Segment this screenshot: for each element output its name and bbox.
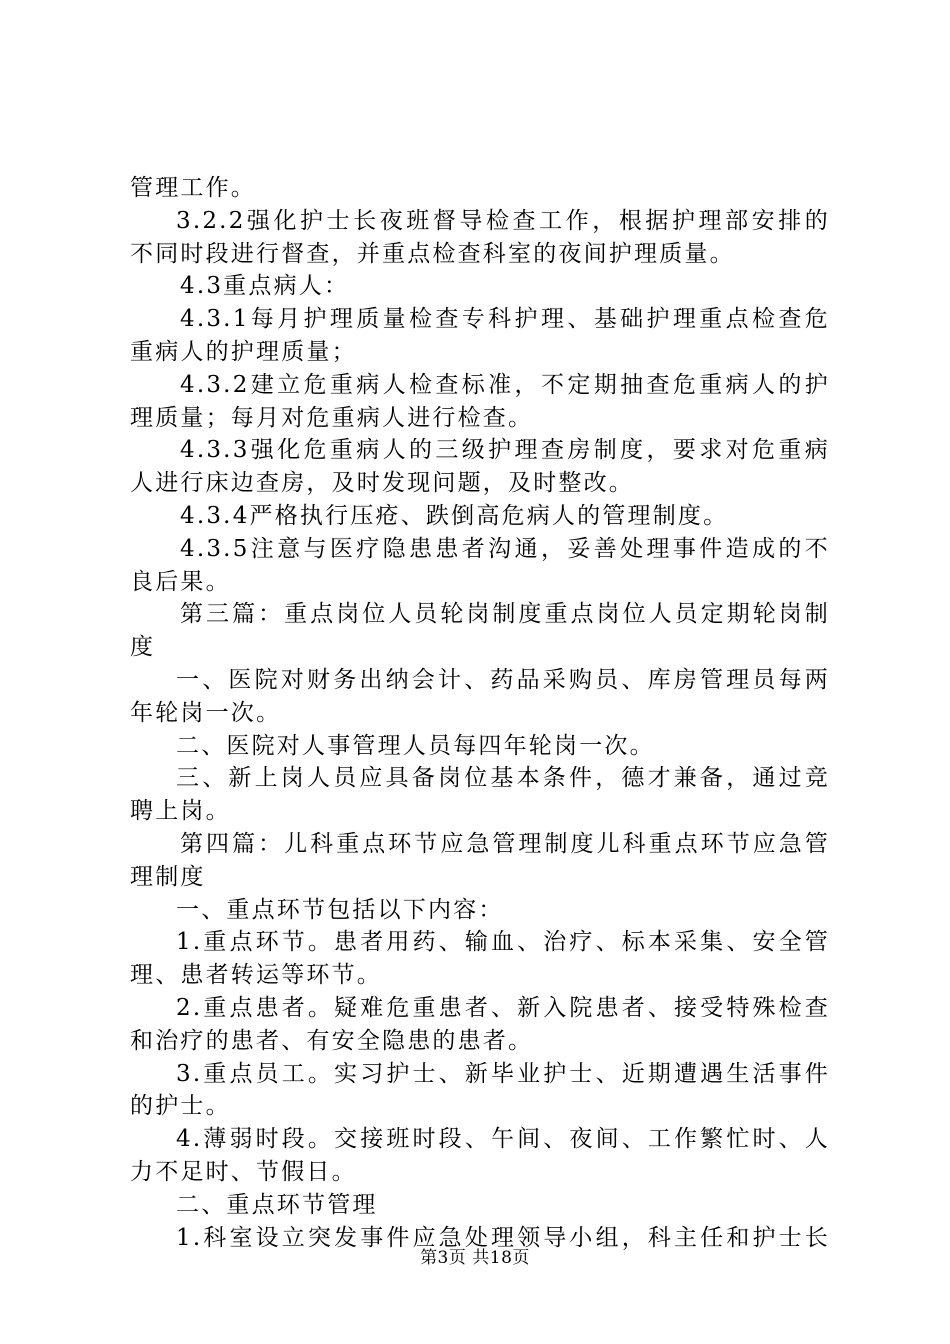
text-line: 一、重点环节包括以下内容： — [176, 896, 504, 923]
text-line: 4.3.4严格执行压疮、跌倒高危病人的管理制度。 — [180, 502, 729, 529]
text-line: 的护士。 — [130, 1093, 231, 1120]
text-line: 管理工作。 — [130, 175, 256, 201]
text-line: 4.3.5注意与医疗隐患患者沟通，妥善处理事件造成的不 — [180, 535, 830, 562]
text-line: 4.3.2建立危重病人检查标准，不定期抽查危重病人的护 — [180, 371, 830, 398]
text-line: 三、新上岗人员应具备岗位基本条件，德才兼备，通过竞 — [176, 765, 830, 792]
text-line: 1.科室设立突发事件应急处理领导小组，科主任和护士长 — [176, 1224, 830, 1251]
text-line: 4.薄弱时段。交接班时段、午间、夜间、工作繁忙时、人 — [176, 1126, 830, 1153]
text-line: 4.3.3强化危重病人的三级护理查房制度，要求对危重病 — [180, 437, 830, 464]
text-line: 1.重点环节。患者用药、输血、治疗、标本采集、安全管 — [176, 929, 830, 956]
text-line: 理制度 — [130, 863, 206, 890]
text-line: 良后果。 — [130, 568, 231, 595]
text-line: 度 — [130, 634, 156, 661]
text-line: 4.3.1每月护理质量检查专科护理、基础护理重点检查危 — [180, 306, 830, 333]
text-line: 3.重点员工。实习护士、新毕业护士、近期遭遇生活事件 — [176, 1060, 830, 1087]
text-line: 第三篇：重点岗位人员轮岗制度重点岗位人员定期轮岗制 — [180, 601, 830, 628]
text-line: 2.重点患者。疑难危重患者、新入院患者、接受特殊检查 — [176, 994, 830, 1021]
text-line: 4.3重点病人： — [180, 273, 350, 300]
text-line: 理质量；每月对危重病人进行检查。 — [130, 404, 534, 431]
text-line: 重病人的护理质量； — [130, 338, 357, 365]
text-line: 理、患者转运等环节。 — [130, 962, 382, 989]
document-body — [130, 172, 830, 1254]
text-line: 一、医院对财务出纳会计、药品采购员、库房管理员每两 — [176, 666, 830, 693]
text-line: 3.2.2强化护士长夜班督导检查工作，根据护理部安排的 — [176, 207, 830, 234]
text-line: 人进行床边查房，及时发现问题，及时整改。 — [130, 470, 634, 497]
text-line: 年轮岗一次。 — [130, 699, 282, 726]
page-footer: 第3页 共18页 — [420, 1248, 530, 1268]
text-line: 二、医院对人事管理人员每四年轮岗一次。 — [176, 732, 655, 759]
text-line: 力不足时、节假日。 — [130, 1158, 357, 1185]
text-line: 第四篇：儿科重点环节应急管理制度儿科重点环节应急管 — [180, 830, 830, 857]
text-line: 和治疗的患者、有安全隐患的患者。 — [130, 1027, 534, 1054]
text-line: 二、重点环节管理 — [176, 1191, 378, 1218]
text-line: 不同时段进行督查，并重点检查科室的夜间护理质量。 — [130, 240, 735, 267]
text-line: 聘上岗。 — [130, 798, 231, 825]
